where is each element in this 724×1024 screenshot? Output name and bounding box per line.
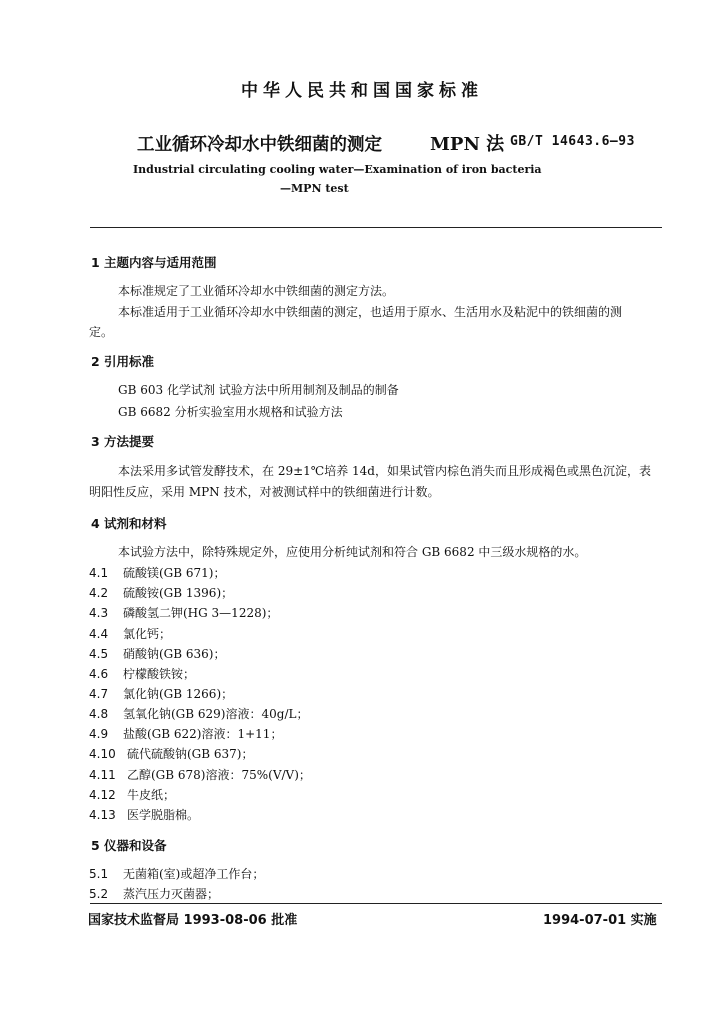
section-4-intro: 本试验方法中，除特殊规定外，应使用分析纯试剂和符合 GB 6682 中三级水规格的水。 (118, 545, 587, 559)
list-item-text: 无菌箱(室)或超净工作台； (123, 867, 265, 881)
list-item-number: 4.11 (89, 768, 116, 782)
list-item (89, 645, 226, 662)
list-item (89, 705, 308, 722)
list-item (89, 865, 264, 882)
list-item (89, 665, 195, 682)
header-title: 中华人民共和国国家标准 (241, 81, 483, 101)
list-item-text: 氢氧化钠(GB 629)溶液：40g/L； (123, 707, 309, 721)
section-1-heading: 1 主题内容与适用范围 (91, 255, 217, 270)
list-item-number: 5.2 (89, 887, 109, 901)
list-item-number: 5.1 (89, 867, 109, 881)
list-item-text: 硫酸镁(GB 671)； (123, 566, 226, 580)
list-item-number: 4.4 (89, 627, 109, 641)
list-item-number: 4.2 (89, 586, 109, 600)
list-item-number: 4.9 (89, 727, 109, 741)
list-item (89, 745, 254, 762)
section-4-heading: 4 试剂和材料 (91, 516, 167, 531)
list-item-text: 硫代硫酸钠(GB 637)； (127, 747, 254, 761)
section-3-paragraph-line-2: 明阳性反应，采用 MPN 技术，对被测试样中的铁细菌进行计数。 (89, 485, 440, 499)
section-1-paragraph-2-cont: 定。 (89, 325, 114, 339)
top-divider (90, 227, 662, 228)
list-item-number: 4.10 (89, 747, 116, 761)
section-3-heading: 3 方法提要 (91, 434, 155, 449)
standard-title-cn: 工业循环冷却水中铁细菌的测定 (137, 135, 382, 155)
list-item (89, 806, 199, 823)
section-1-paragraph-1: 本标准规定了工业循环冷却水中铁细菌的测定方法。 (118, 284, 395, 298)
section-1-paragraph-2: 本标准适用于工业循环冷却水中铁细菌的测定，也适用于原水、生活用水及粘泥中的铁细菌的测 (118, 305, 623, 319)
standard-code: GB/T 14643.6—93 (510, 134, 635, 149)
list-item-text: 医学脱脂棉。 (127, 808, 200, 822)
effective-date: 1994-07-01 实施 (543, 913, 657, 928)
list-item (89, 786, 175, 803)
list-item (89, 766, 311, 783)
list-item-text: 硫酸铵(GB 1396)； (123, 586, 234, 600)
section-2-heading: 2 引用标准 (91, 354, 155, 369)
list-item-text: 硝酸钠(GB 636)； (123, 647, 226, 661)
standard-title-method: MPN 法 (430, 134, 505, 155)
list-item-number: 4.12 (89, 788, 116, 802)
list-item (89, 685, 233, 702)
list-item-number: 4.1 (89, 566, 109, 580)
list-item (89, 885, 219, 902)
list-item (89, 604, 278, 621)
list-item-number: 4.5 (89, 647, 109, 661)
list-item-text: 氯化钠(GB 1266)； (123, 687, 234, 701)
section-5-heading: 5 仪器和设备 (91, 838, 167, 853)
approval-date: 国家技术监督局 1993-08-06 批准 (88, 913, 298, 928)
list-item-text: 氯化钙； (123, 627, 172, 641)
list-item (89, 564, 226, 581)
list-item-text: 盐酸(GB 622)溶液：1+11； (123, 727, 283, 741)
list-item-number: 4.8 (89, 707, 109, 721)
reference-gb603: GB 603 化学试剂 试验方法中所用制剂及制品的制备 (118, 383, 399, 397)
list-item-number: 4.6 (89, 667, 109, 681)
standard-title-en-line2: —MPN test (280, 182, 349, 195)
list-item-text: 磷酸氢二钾(HG 3—1228)； (123, 606, 279, 620)
list-item-text: 蒸汽压力灭菌器； (123, 887, 220, 901)
standard-title-en-line1: Industrial circulating cooling water—Examination of iron bacteria (133, 163, 542, 176)
bottom-divider (90, 903, 662, 904)
list-item-number: 4.3 (89, 606, 109, 620)
list-item-text: 牛皮纸； (127, 788, 176, 802)
list-item (89, 725, 282, 742)
list-item-number: 4.13 (89, 808, 116, 822)
list-item-text: 柠檬酸铁铵； (123, 667, 196, 681)
list-item-number: 4.7 (89, 687, 109, 701)
section-3-paragraph-line-1: 本法采用多试管发酵技术，在 29±1℃培养 14d，如果试管内棕色消失而且形成褐色或黑色沉淀，表 (118, 464, 651, 478)
list-item-text: 乙醇(GB 678)溶液：75%(V/V)； (127, 768, 311, 782)
list-item (89, 625, 171, 642)
list-item (89, 584, 233, 601)
reference-gb6682: GB 6682 分析实验室用水规格和试验方法 (118, 405, 343, 419)
